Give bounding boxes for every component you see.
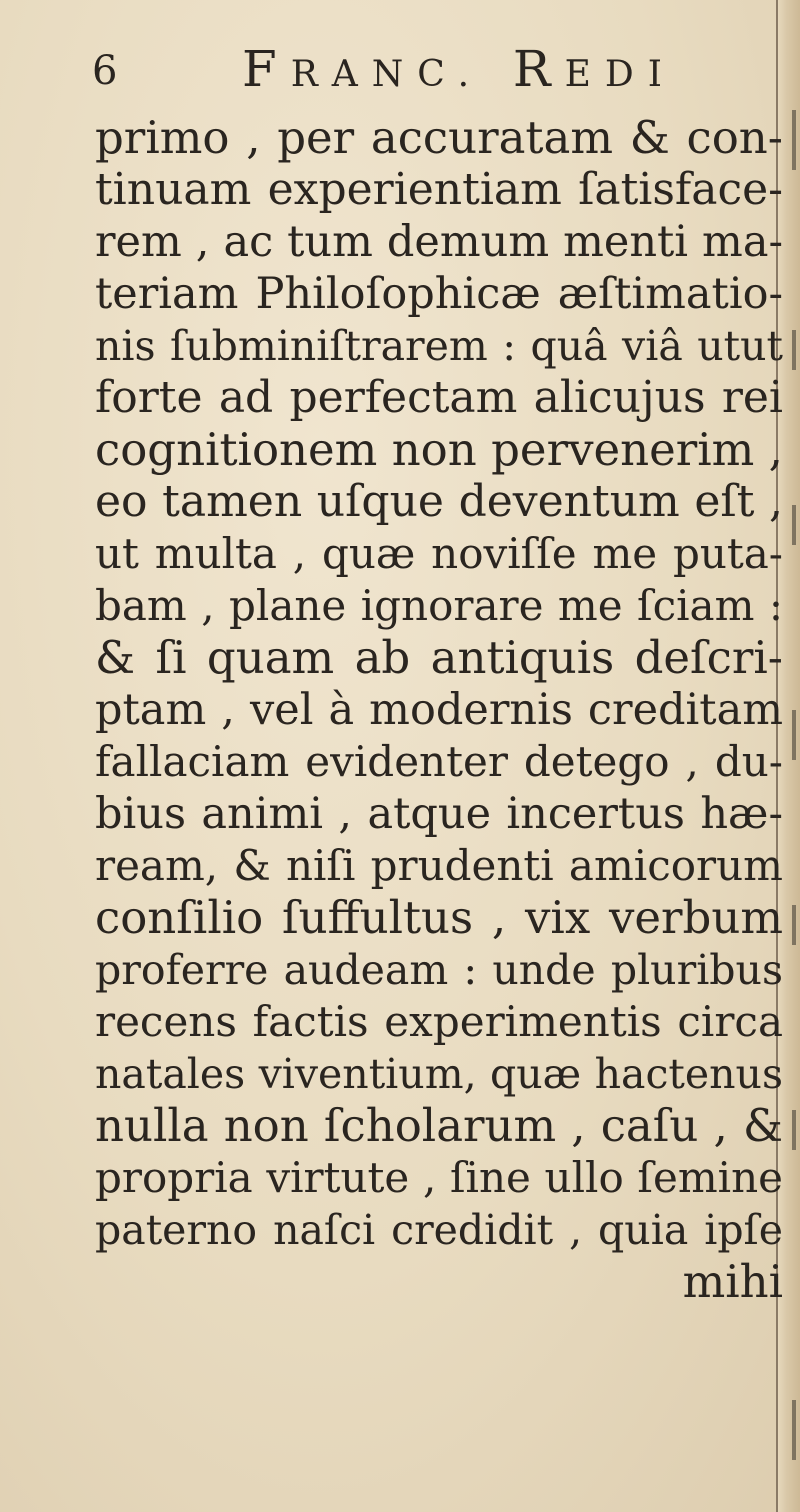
bleed-mark [792,330,796,370]
text-line: primo , per accuratam & con- [95,111,783,164]
text-line: forte ad perfectam alicujus rei [95,372,783,423]
text-line: nulla non ſcholarum , caſu , & [95,1099,783,1152]
text-line: bius animi , atque incertus hæ- [95,789,783,839]
text-line: tinuam experientiam ſatisface- [95,164,783,215]
bleed-mark [792,1110,796,1150]
text-line: teriam Philoſophicæ æſtimatio- [95,269,783,319]
text-line: ream, & niſi prudenti amicorum [95,841,783,890]
bleed-mark [792,710,796,760]
bleed-mark [792,905,796,945]
text-line: cognitionem non pervenerim , [95,423,783,476]
bleed-mark [792,1400,796,1460]
bleed-mark [792,110,796,170]
text-line: natales viventium, quæ hactenus [95,1050,783,1098]
running-head-smallcaps: RANC. [290,54,484,95]
text-line: propria virtute , ſine ullo ſemine [95,1153,783,1202]
text-line: & ſi quam ab antiquis deſcri- [95,631,783,684]
text-line: eo tamen uſque deventum eſt , [95,476,783,527]
running-head-smallcaps: EDI [564,54,676,95]
running-head-initial: F [242,40,291,98]
text-line: ut multa , quæ noviſſe me puta- [95,529,783,578]
text-line: paterno naſci credidit , quia ipſe [95,1206,783,1254]
text-line: nis ſubminiſtrarem : quâ viâ utut [95,322,783,370]
bleed-mark [792,505,796,545]
text-line: rem , ac tum demum menti ma- [95,217,783,267]
text-line: fallaciam evidenter detego , du- [95,737,783,786]
text-line: conſilio ſuffultus , vix verbum [95,891,783,944]
catchword: mihi [682,1255,783,1308]
running-head [242,40,676,98]
page-header [92,40,782,100]
text-line: proferre audeam : unde pluribus [95,946,783,994]
running-head-initial: R [512,40,565,98]
text-line: recens factis experimentis circa [95,997,783,1046]
text-line: ptam , vel à modernis creditam [95,685,783,735]
text-line: bam , plane ignorare me ſciam : [95,581,783,630]
body-text [95,112,783,1308]
page-number: 6 [92,48,118,94]
